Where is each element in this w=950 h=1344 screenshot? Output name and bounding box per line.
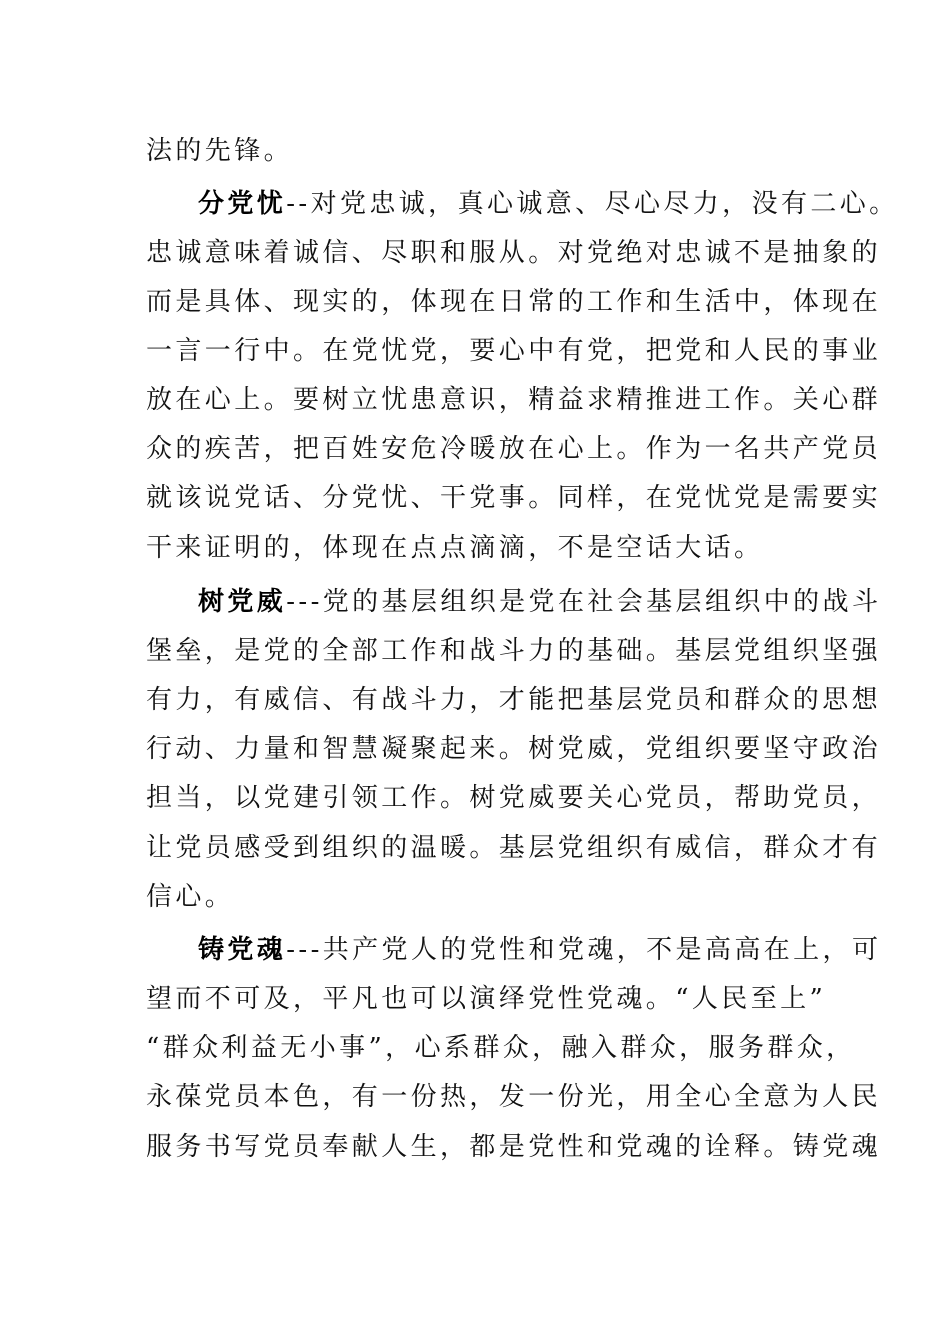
line-text: 让党员感受到组织的温暖。基层党组织有威信，群众才有 (146, 833, 882, 863)
line-text: 放在心上。要树立忧患意识，精益求精推进工作。关心群 (146, 385, 882, 415)
text-line (146, 778, 882, 818)
line-text: 法的先锋。 (146, 136, 294, 166)
text-line (146, 1127, 882, 1167)
text-line (146, 729, 882, 769)
text-line (146, 828, 882, 868)
section-first-line (198, 582, 882, 622)
line-text: 众的疾苦，把百姓安危冷暖放在心上。作为一名共产党员 (146, 434, 882, 464)
section-first-line (198, 930, 882, 970)
text-line (146, 233, 882, 273)
line-text: --对党忠诚，真心诚意、尽心尽力，没有二心。 (286, 189, 899, 219)
text-line (146, 380, 882, 420)
text-line (146, 429, 882, 469)
line-text: 忠诚意味着诚信、尽职和服从。对党绝对忠诚不是抽象的 (146, 238, 882, 268)
line-text: 服务书写党员奉献人生，都是党性和党魂的诠释。铸党魂 (146, 1132, 882, 1162)
section-heading: 铸党魂 (198, 935, 287, 965)
line-text: 干来证明的，体现在点点滴滴，不是空话大话。 (146, 533, 764, 563)
section-heading: 分党忧 (198, 189, 287, 219)
line-text: “群众利益无小事”，心系群众，融入群众，服务群众， (146, 1033, 856, 1063)
line-text: 担当，以党建引领工作。树党威要关心党员，帮助党员， (146, 783, 882, 813)
text-line (146, 680, 882, 720)
line-text: 一言一行中。在党忧党，要心中有党，把党和人民的事业 (146, 336, 882, 366)
text-line (146, 478, 882, 518)
line-text: 行动、力量和智慧凝聚起来。树党威，党组织要坚守政治 (146, 734, 882, 764)
line-text: 堡垒，是党的全部工作和战斗力的基础。基层党组织坚强 (146, 636, 882, 666)
line-text: 而是具体、现实的，体现在日常的工作和生活中，体现在 (146, 287, 882, 317)
text-line (146, 331, 882, 371)
text-line (146, 1077, 882, 1117)
line-text: 永葆党员本色，有一份热，发一份光，用全心全意为人民 (146, 1082, 882, 1112)
text-line (146, 282, 882, 322)
section-heading: 树党威 (198, 587, 287, 617)
text-line (146, 877, 826, 917)
line-text: ---共产党人的党性和党魂，不是高高在上，可 (286, 935, 882, 965)
line-text: 望而不可及，平凡也可以演绎党性党魂。“人民至上” (146, 984, 827, 1014)
text-line (146, 631, 882, 671)
text-line (146, 528, 826, 568)
line-text: 信心。 (146, 882, 235, 912)
text-line (146, 1028, 856, 1068)
line-text: ---党的基层组织是党在社会基层组织中的战斗 (286, 587, 882, 617)
text-line (146, 131, 826, 171)
line-text: 就该说党话、分党忧、干党事。同样，在党忧党是需要实 (146, 483, 882, 513)
section-first-line (198, 184, 899, 224)
line-text: 有力，有威信、有战斗力，才能把基层党员和群众的思想 (146, 685, 882, 715)
text-line (146, 979, 826, 1019)
